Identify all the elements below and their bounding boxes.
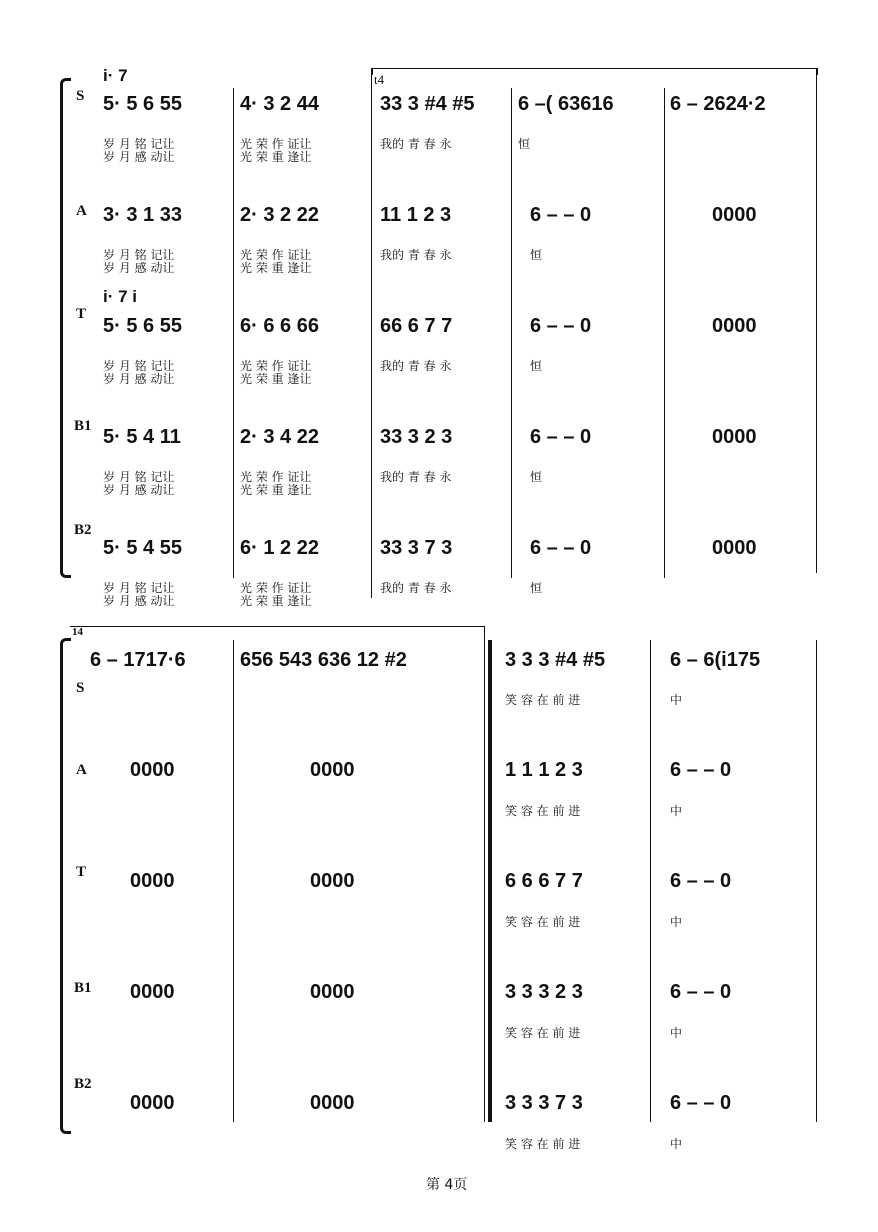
measure-2: 2· 3 2 22 <box>240 204 319 226</box>
barline <box>233 640 234 1122</box>
lyric-line-1: 岁 月 铭 记让 <box>103 359 175 373</box>
lyric-line-1: 恒 <box>530 359 543 373</box>
lyric-line-1: 光 荣 作 证让 <box>240 137 312 151</box>
part-label-a: A <box>76 762 87 778</box>
volta-label: t4 <box>374 72 385 87</box>
measure-5: 0000 <box>712 426 757 448</box>
measure-5: 6 – 2624·2 <box>670 93 766 115</box>
part-label-a: A <box>76 203 87 219</box>
lyric-line: 中 <box>670 1026 683 1040</box>
measure-1: 5· 5 4 11 <box>103 426 181 448</box>
page-number: 第 4页 <box>426 1177 468 1193</box>
measure-3: 3 3 3 7 3 <box>505 1092 583 1114</box>
lyric-line-2: 光 荣 重 逢让 <box>240 483 312 497</box>
lyric-line-1: 恒 <box>518 137 531 151</box>
lyric-line-1: 岁 月 铭 记让 <box>103 137 175 151</box>
lyric-line-2: 岁 月 感 动让 <box>103 483 175 497</box>
part-label-b1: B1 <box>74 418 92 434</box>
measure-4: 6 – – 0 <box>530 426 592 448</box>
measure-4: 6 – – 0 <box>670 1092 732 1114</box>
lyric-line-2: 岁 月 感 动让 <box>103 150 175 164</box>
measure-3: 1 1 1 2 3 <box>505 759 583 781</box>
lyric-line: 笑 容 在 前 进 <box>505 915 581 929</box>
barline <box>371 68 372 598</box>
measure-number: 14 <box>72 626 83 638</box>
measure-1: 0000 <box>130 759 175 781</box>
barline <box>650 640 651 1122</box>
repeat-barline <box>488 640 492 1122</box>
measure-2: 656 543 636 12 #2 <box>240 649 407 671</box>
measure-2: 0000 <box>310 1092 355 1114</box>
measure-1: 5· 5 6 55 <box>103 315 182 337</box>
measure-4: 6 – – 0 <box>670 981 732 1003</box>
lyric-line-1: 恒 <box>530 470 543 484</box>
barline <box>511 88 512 578</box>
measure-3: 6 6 6 7 7 <box>505 870 583 892</box>
measure-4: 6 –( 63616 <box>518 93 614 115</box>
measure-4: 6 – 6(i175 <box>670 649 761 671</box>
lyric-line-2: 光 荣 重 逢让 <box>240 372 312 386</box>
lyric-line-1: 我的 青 春 永 <box>380 248 452 262</box>
lyric-line-2: 岁 月 感 动让 <box>103 261 175 275</box>
volta-bracket <box>70 626 485 632</box>
system-bracket <box>60 78 71 578</box>
part-label-t: T <box>76 864 87 880</box>
measure-3: 3 3 3 #4 #5 <box>505 649 606 671</box>
lyric-line-2: 岁 月 感 动让 <box>103 594 175 608</box>
part-label-b2: B2 <box>74 1076 92 1092</box>
part-label-s: S <box>76 680 85 696</box>
measure-3: 33 3 2 3 <box>380 426 453 448</box>
measure-2: 0000 <box>310 870 355 892</box>
lyric-line: 笑 容 在 前 进 <box>505 1026 581 1040</box>
lyric-line: 中 <box>670 1137 683 1151</box>
measure-1: 6 – 1717·6 <box>90 649 186 671</box>
measure-2: 6· 6 6 66 <box>240 315 319 337</box>
part-label-s: S <box>76 88 85 104</box>
lyric-line-2: 岁 月 感 动让 <box>103 372 175 386</box>
lyric-line-1: 光 荣 作 证让 <box>240 470 312 484</box>
measure-2: 0000 <box>310 981 355 1003</box>
lyric-line-1: 光 荣 作 证让 <box>240 248 312 262</box>
barline <box>484 626 485 1122</box>
measure-3: 33 3 #4 #5 <box>380 93 475 115</box>
measure-5: 0000 <box>712 204 757 226</box>
measure-2: 4· 3 2 44 <box>240 93 319 115</box>
lyric-line: 中 <box>670 915 683 929</box>
lyric-line-1: 岁 月 铭 记让 <box>103 581 175 595</box>
upper-octave-notes: i· 7 i <box>103 287 138 306</box>
part-label-b2: B2 <box>74 522 92 538</box>
volta-bracket <box>372 68 818 75</box>
lyric-line-1: 岁 月 铭 记让 <box>103 470 175 484</box>
barline <box>233 88 234 578</box>
measure-3: 66 6 7 7 <box>380 315 453 337</box>
measure-1: 5· 5 6 55 <box>103 93 182 115</box>
measure-4: 6 – – 0 <box>530 537 592 559</box>
measure-2: 0000 <box>310 759 355 781</box>
measure-1: 3· 3 1 33 <box>103 204 182 226</box>
part-label-b1: B1 <box>74 980 92 996</box>
lyric-line-1: 我的 青 春 永 <box>380 470 452 484</box>
measure-3: 3 3 3 2 3 <box>505 981 583 1003</box>
system-bracket <box>60 638 71 1134</box>
part-label-t: T <box>76 306 87 322</box>
measure-4: 6 – – 0 <box>530 315 592 337</box>
lyric-line: 中 <box>670 693 683 707</box>
lyric-line: 中 <box>670 804 683 818</box>
measure-4: 6 – – 0 <box>530 204 592 226</box>
lyric-line-1: 光 荣 作 证让 <box>240 581 312 595</box>
measure-3: 33 3 7 3 <box>380 537 453 559</box>
barline <box>664 88 665 578</box>
barline <box>816 640 817 1122</box>
lyric-line-1: 光 荣 作 证让 <box>240 359 312 373</box>
lyric-line-2: 光 荣 重 逢让 <box>240 261 312 275</box>
lyric-line-1: 岁 月 铭 记让 <box>103 248 175 262</box>
lyric-line: 笑 容 在 前 进 <box>505 804 581 818</box>
measure-5: 0000 <box>712 537 757 559</box>
measure-1: 0000 <box>130 981 175 1003</box>
lyric-line-2: 光 荣 重 逢让 <box>240 594 312 608</box>
lyric-line-2: 光 荣 重 逢让 <box>240 150 312 164</box>
lyric-line-1: 恒 <box>530 248 543 262</box>
barline <box>816 68 817 573</box>
measure-2: 2· 3 4 22 <box>240 426 319 448</box>
lyric-line-1: 恒 <box>530 581 543 595</box>
measure-1: 0000 <box>130 870 175 892</box>
lyric-line-1: 我的 青 春 永 <box>380 137 452 151</box>
measure-4: 6 – – 0 <box>670 759 732 781</box>
lyric-line: 笑 容 在 前 进 <box>505 1137 581 1151</box>
measure-3: 11 1 2 3 <box>380 204 452 226</box>
lyric-line-1: 我的 青 春 永 <box>380 581 452 595</box>
lyric-line: 笑 容 在 前 进 <box>505 693 581 707</box>
upper-octave-notes: i· 7 <box>103 66 128 85</box>
lyric-line-1: 我的 青 春 永 <box>380 359 452 373</box>
measure-5: 0000 <box>712 315 757 337</box>
measure-4: 6 – – 0 <box>670 870 732 892</box>
measure-1: 0000 <box>130 1092 175 1114</box>
measure-1: 5· 5 4 55 <box>103 537 182 559</box>
measure-2: 6· 1 2 22 <box>240 537 319 559</box>
